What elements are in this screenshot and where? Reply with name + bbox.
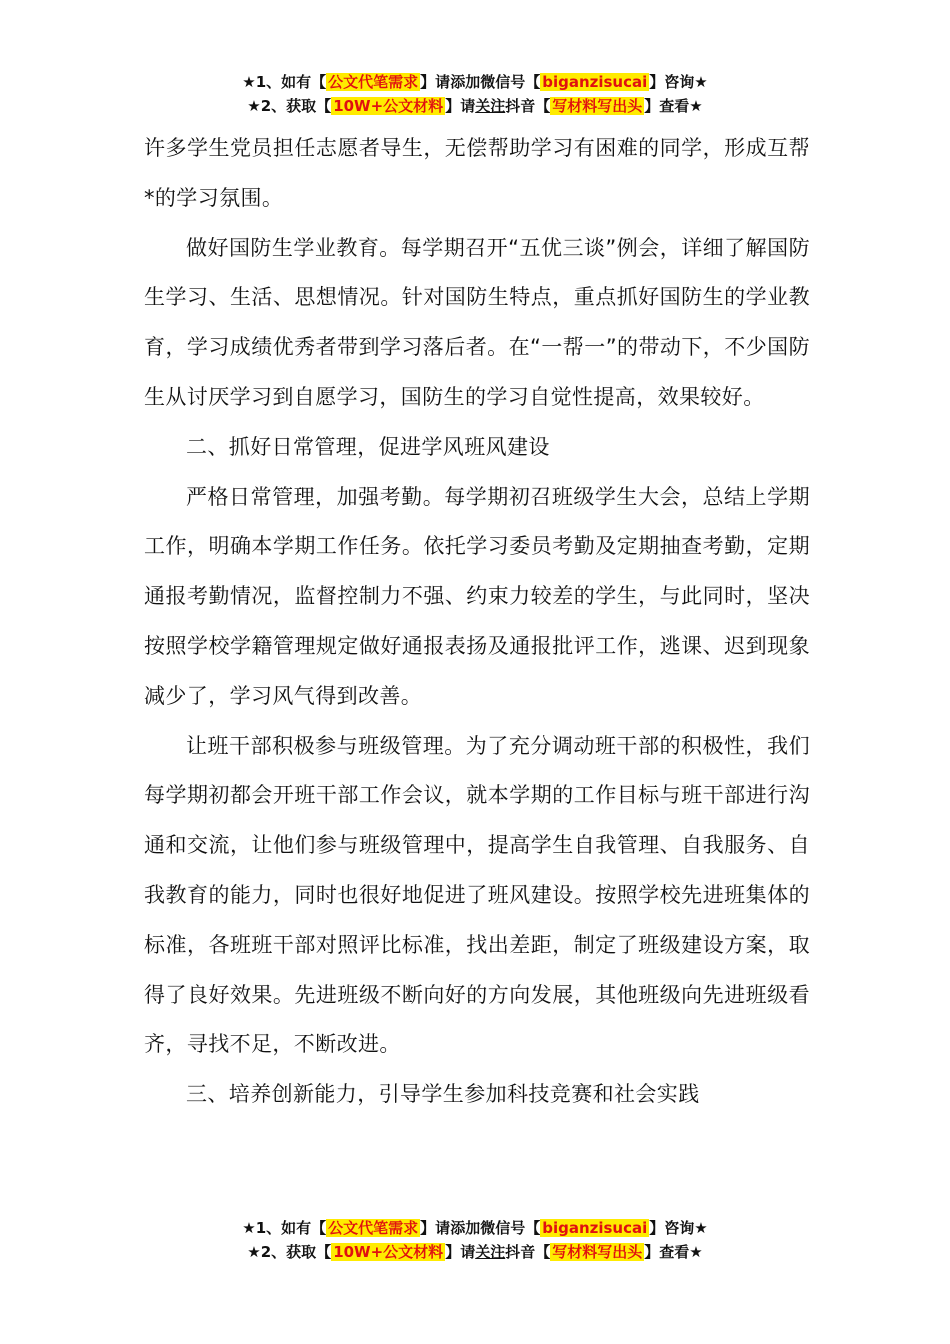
star-icon: ★ [242, 73, 256, 91]
highlight-wechat-id: biganzisucai [542, 1219, 648, 1237]
paragraph-continuation: 许多学生党员担任志愿者导生，无偿帮助学习有困难的同学，形成互帮*的学习氛围。 [144, 136, 810, 210]
paragraph-defense-students: 做好国防生学业教育。每学期召开“五优三谈”例会，详细了解国防生学习、生活、思想情况。针对国防生特点，重点抓好国防生的学业教育，学习成绩优秀者带到学习落后者。在“一帮一”的带动下，不少国防生从讨厌学习到自愿学习，国防生的学习自觉性提高，效果较好。 [144, 235, 810, 409]
footer-banner-line-1: ★1、如有【 公文代笔需求 】请添加微信号【 biganzisucai 】咨询★ [242, 1219, 708, 1237]
header-banner [0, 70, 950, 118]
footer-banner-line-2: ★2、获取【 10W+公文材料 】请关注抖音【 写材料写出头 】查看★ [247, 1243, 703, 1261]
emphasis-follow: 关注 [475, 97, 506, 115]
header-banner-line-1: ★1、如有【 公文代笔需求 】请添加微信号【 biganzisucai 】咨询★ [242, 73, 708, 91]
emphasis-follow: 关注 [475, 1243, 506, 1261]
emphasis-add: 添加 [450, 1219, 481, 1237]
highlight-douyin-account: 写材料写出头 [552, 1243, 643, 1261]
highlight-ghostwriting: 公文代笔需求 [328, 1219, 419, 1237]
footer-banner [0, 1216, 950, 1264]
highlight-douyin-account: 写材料写出头 [552, 97, 643, 115]
section-heading-3: 三、培养创新能力，引导学生参加科技竞赛和社会实践 [186, 1082, 700, 1107]
paragraph-daily-management: 严格日常管理，加强考勤。每学期初召班级学生大会，总结上学期工作，明确本学期工作任务。依托学习委员考勤及定期抽查考勤，定期通报考勤情况，监督控制力不强、约束力较差的学生，与此同时，坚决按照学校学籍管理规定做好通报表扬及通报批评工作，逃课、迟到现象减少了，学习风气得到改善。 [144, 484, 810, 708]
highlight-materials: 10W+公文材料 [333, 1243, 444, 1261]
star-icon: ★ [247, 1243, 261, 1261]
highlight-materials: 10W+公文材料 [333, 97, 444, 115]
emphasis-add: 添加 [450, 73, 481, 91]
highlight-ghostwriting: 公文代笔需求 [328, 73, 419, 91]
paragraph-class-cadres: 让班干部积极参与班级管理。为了充分调动班干部的积极性，我们每学期初都会开班干部工作会议，就本学期的工作目标与班干部进行沟通和交流，让他们参与班级管理中，提高学生自我管理、自我服务、自我教育的能力，同时也很好地促进了班风建设。按照学校先进班集体的标准，各班班干部对照评比标准，找出差距，制定了班级建设方案，取得了良好效果。先进班级不断向好的方向发展，其他班级向先进班级看齐，寻找不足，不断改进。 [144, 733, 810, 1057]
document-body [144, 124, 810, 1120]
star-icon: ★ [242, 1219, 256, 1237]
section-heading-2: 二、抓好日常管理，促进学风班风建设 [186, 434, 550, 459]
header-banner-line-2: ★2、获取【 10W+公文材料 】请关注抖音【 写材料写出头 】查看★ [247, 97, 703, 115]
star-icon: ★ [247, 97, 261, 115]
highlight-wechat-id: biganzisucai [542, 73, 648, 91]
